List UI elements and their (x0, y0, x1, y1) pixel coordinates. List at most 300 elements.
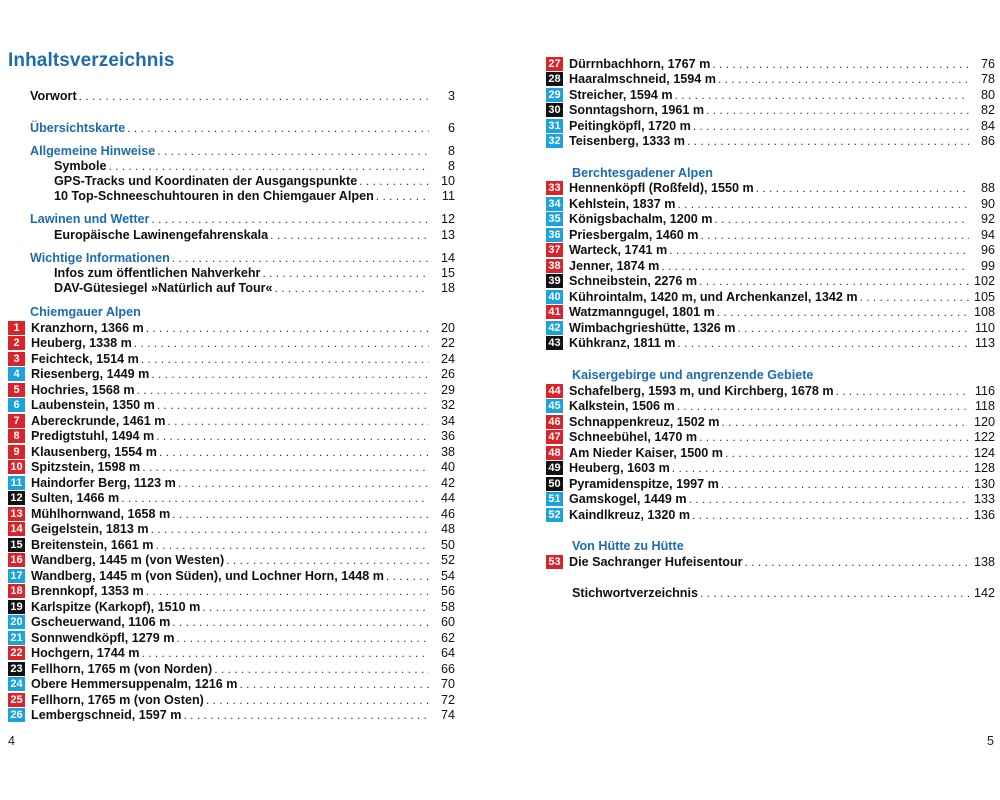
leader-dots (146, 320, 429, 336)
toc-entry[interactable] (54, 173, 455, 189)
toc-tour-entry[interactable] (546, 476, 995, 492)
entry-label: Dürrnbachhorn, 1767 m (569, 57, 711, 71)
leader-dots (737, 320, 969, 336)
toc-tour-entry[interactable] (8, 320, 455, 336)
toc-tour-entry[interactable] (546, 429, 995, 445)
leader-dots (214, 661, 429, 677)
entry-label: Gamskogel, 1449 m (569, 492, 687, 506)
entry-page-number: 120 (973, 415, 995, 429)
leader-dots (689, 491, 969, 507)
leader-dots (661, 258, 969, 274)
toc-entry[interactable] (572, 585, 995, 601)
leader-dots (275, 280, 429, 296)
leader-dots (142, 459, 429, 475)
tour-number-badge: 4 (8, 367, 25, 381)
leader-dots (142, 645, 430, 661)
entry-label: Europäische Lawinengefahrenskala (54, 228, 269, 242)
toc-tour-entry[interactable] (8, 475, 455, 491)
toc-tour-entry[interactable] (546, 445, 995, 461)
entry-page-number: 113 (974, 336, 995, 350)
toc-tour-entry[interactable] (546, 320, 995, 336)
tour-number-badge: 41 (546, 305, 563, 319)
tour-number-badge: 17 (8, 569, 25, 583)
entry-label: Klausenberg, 1554 m (31, 445, 157, 459)
tour-number-badge: 34 (546, 197, 563, 211)
toc-tour-entry[interactable] (546, 258, 995, 274)
tour-number-badge: 10 (8, 460, 25, 474)
entry-page-number: 62 (440, 631, 455, 645)
section-heading: Kaisergebirge und angrenzende Gebiete (572, 368, 814, 382)
page-number-right: 5 (987, 734, 994, 748)
toc-tour-entry[interactable] (8, 444, 455, 460)
entry-label: Priesbergalm, 1460 m (569, 228, 699, 242)
entry-label: Symbole (54, 159, 107, 173)
tour-number-badge: 47 (546, 430, 563, 444)
tour-number-badge: 3 (8, 352, 25, 366)
entry-page-number: 92 (980, 212, 995, 226)
entry-page-number: 122 (973, 430, 995, 444)
entry-label: Hennenköpfl (Roßfeld), 1550 m (569, 181, 754, 195)
leader-dots (386, 568, 429, 584)
entry-label: Königsbachalm, 1200 m (569, 212, 713, 226)
entry-label: Haaralmschneid, 1594 m (569, 72, 717, 86)
tour-number-badge: 7 (8, 414, 25, 428)
entry-label: Stichwortverzeichnis (572, 586, 698, 600)
entry-page-number: 118 (974, 399, 995, 413)
leader-dots (137, 382, 429, 398)
toc-tour-entry[interactable] (8, 707, 455, 723)
tour-number-badge: 28 (546, 72, 563, 86)
entry-label: Streicher, 1594 m (569, 88, 673, 102)
entry-page-number: 90 (980, 197, 995, 211)
toc-tour-entry[interactable] (546, 507, 995, 523)
entry-page-number: 74 (440, 708, 455, 722)
entry-label: Obere Hemmersuppenalm, 1216 m (31, 677, 238, 691)
entry-page-number: 142 (973, 586, 995, 600)
toc-tour-entry[interactable] (546, 180, 995, 196)
toc-tour-entry[interactable] (8, 506, 455, 522)
toc-tour-entry[interactable] (8, 351, 455, 367)
toc-tour-entry[interactable] (546, 491, 995, 507)
entry-label: Am Nieder Kaiser, 1500 m (569, 446, 724, 460)
toc-tour-entry[interactable] (546, 227, 995, 243)
toc-tour-entry[interactable] (546, 102, 995, 118)
entry-label: Fellhorn, 1765 m (von Norden) (31, 662, 213, 676)
leader-dots (677, 398, 969, 414)
toc-tour-entry[interactable] (8, 459, 455, 475)
tour-number-badge: 45 (546, 399, 563, 413)
tour-number-badge: 24 (8, 677, 25, 691)
entry-label: Jenner, 1874 m (569, 259, 660, 273)
entry-label: Wandberg, 1445 m (von Süden), und Lochner Horn, 1448 m (31, 569, 384, 583)
leader-dots (172, 506, 429, 522)
entry-page-number: 13 (440, 228, 455, 242)
section-heading: Berchtesgadener Alpen (572, 166, 713, 180)
leader-dots (672, 460, 969, 476)
leader-dots (134, 335, 429, 351)
leader-dots (714, 211, 969, 227)
entry-page-number: 11 (441, 189, 455, 203)
leader-dots (725, 445, 969, 461)
leader-dots (699, 273, 969, 289)
entry-page-number: 76 (980, 57, 995, 71)
toc-tour-entry[interactable] (546, 118, 995, 134)
entry-label: Hochgern, 1744 m (31, 646, 140, 660)
toc-section-entry[interactable] (30, 250, 455, 266)
entry-label: Teisenberg, 1333 m (569, 134, 685, 148)
leader-dots (721, 476, 969, 492)
toc-tour-entry[interactable] (546, 289, 995, 305)
entry-label: Predigtstuhl, 1494 m (31, 429, 155, 443)
leader-dots (127, 120, 429, 136)
toc-tour-entry[interactable] (8, 630, 455, 646)
toc-entry[interactable] (54, 280, 455, 296)
toc-tour-entry[interactable] (8, 692, 455, 708)
toc-tour-entry[interactable] (8, 537, 455, 553)
toc-tour-entry[interactable] (546, 414, 995, 430)
toc-tour-entry[interactable] (546, 56, 995, 72)
entry-label: Schneebühel, 1470 m (569, 430, 698, 444)
toc-tour-entry[interactable] (546, 242, 995, 258)
entry-page-number: 116 (974, 384, 995, 398)
entry-page-number: 128 (973, 461, 995, 475)
page-title: Inhaltsverzeichnis (8, 50, 175, 71)
tour-number-badge: 30 (546, 103, 563, 117)
toc-section-entry[interactable] (30, 211, 455, 227)
entry-page-number: 60 (440, 615, 455, 629)
entry-page-number: 52 (440, 553, 455, 567)
entry-page-number: 14 (440, 251, 455, 265)
tour-number-badge: 42 (546, 321, 563, 335)
tour-number-badge: 37 (546, 243, 563, 257)
toc-tour-entry[interactable] (546, 460, 995, 476)
entry-page-number: 50 (440, 538, 455, 552)
tour-number-badge: 43 (546, 336, 563, 350)
leader-dots (692, 507, 969, 523)
entry-page-number: 96 (980, 243, 995, 257)
entry-label: Wandberg, 1445 m (von Westen) (31, 553, 225, 567)
tour-number-badge: 38 (546, 259, 563, 273)
tour-number-badge: 12 (8, 491, 25, 505)
leader-dots (157, 397, 429, 413)
leader-dots (184, 707, 430, 723)
entry-page-number: 15 (440, 266, 455, 280)
leader-dots (700, 585, 969, 601)
tour-number-badge: 1 (8, 321, 25, 335)
entry-label: Kühkranz, 1811 m (569, 336, 676, 350)
leader-dots (172, 250, 429, 266)
entry-page-number: 8 (447, 144, 455, 158)
leader-dots (240, 676, 430, 692)
entry-label: Warteck, 1741 m (569, 243, 668, 257)
tour-number-badge: 26 (8, 708, 25, 722)
toc-tour-entry[interactable] (546, 133, 995, 149)
leader-dots (172, 614, 429, 630)
entry-page-number: 133 (973, 492, 995, 506)
entry-page-number: 8 (447, 159, 455, 173)
entry-label: Peitingköpfl, 1720 m (569, 119, 691, 133)
tour-number-badge: 20 (8, 615, 25, 629)
leader-dots (756, 180, 969, 196)
tour-number-badge: 18 (8, 584, 25, 598)
tour-number-badge: 15 (8, 538, 25, 552)
leader-dots (141, 351, 429, 367)
leader-dots (146, 583, 429, 599)
entry-label: Sonnwendköpfl, 1279 m (31, 631, 175, 645)
entry-label: Heuberg, 1603 m (569, 461, 670, 475)
entry-page-number: 12 (440, 212, 455, 226)
toc-entry[interactable] (54, 188, 455, 204)
entry-label: Feichteck, 1514 m (31, 352, 139, 366)
toc-tour-entry[interactable] (8, 583, 455, 599)
toc-tour-entry[interactable] (546, 87, 995, 103)
tour-number-badge: 6 (8, 398, 25, 412)
toc-tour-entry[interactable] (546, 398, 995, 414)
tour-number-badge: 31 (546, 119, 563, 133)
entry-page-number: 29 (440, 383, 455, 397)
leader-dots (359, 173, 429, 189)
toc-tour-entry[interactable] (8, 413, 455, 429)
tour-number-badge: 53 (546, 555, 563, 569)
leader-dots (157, 143, 429, 159)
entry-label: Lawinen und Wetter (30, 212, 150, 226)
entry-page-number: 108 (973, 305, 995, 319)
entry-label: Mühlhornwand, 1658 m (31, 507, 171, 521)
leader-dots (109, 158, 430, 174)
leader-dots (836, 383, 969, 399)
leader-dots (206, 692, 429, 708)
toc-tour-entry[interactable] (546, 211, 995, 227)
entry-label: Heuberg, 1338 m (31, 336, 132, 350)
leader-dots (677, 196, 969, 212)
entry-label: Die Sachranger Hufeisentour (569, 555, 743, 569)
entry-label: Kranzhorn, 1366 m (31, 321, 144, 335)
tour-number-badge: 16 (8, 553, 25, 567)
entry-page-number: 42 (440, 476, 455, 490)
entry-label: Schneibstein, 2276 m (569, 274, 698, 288)
entry-page-number: 82 (980, 103, 995, 117)
toc-tour-entry[interactable] (546, 71, 995, 87)
tour-number-badge: 35 (546, 212, 563, 226)
toc-tour-entry[interactable] (546, 383, 995, 399)
entry-label: 10 Top-Schneeschuhtouren in den Chiemgauer Alpen (54, 189, 374, 203)
tour-number-badge: 21 (8, 631, 25, 645)
leader-dots (176, 630, 429, 646)
leader-dots (706, 102, 969, 118)
leader-dots (167, 413, 429, 429)
entry-label: Schnappenkreuz, 1502 m (569, 415, 720, 429)
entry-page-number: 48 (440, 522, 455, 536)
toc-tour-entry[interactable] (8, 661, 455, 677)
entry-label: Abereckrunde, 1461 m (31, 414, 166, 428)
tour-number-badge: 11 (8, 476, 25, 490)
entry-label: Übersichtskarte (30, 121, 126, 135)
leader-dots (722, 414, 970, 430)
entry-page-number: 110 (974, 321, 995, 335)
entry-page-number: 22 (440, 336, 455, 350)
toc-tour-entry[interactable] (546, 196, 995, 212)
entry-label: Kaindlkreuz, 1320 m (569, 508, 691, 522)
tour-number-badge: 19 (8, 600, 25, 614)
entry-label: Infos zum öffentlichen Nahverkehr (54, 266, 261, 280)
entry-page-number: 102 (973, 274, 995, 288)
tour-number-badge: 13 (8, 507, 25, 521)
leader-dots (121, 490, 429, 506)
tour-number-badge: 27 (546, 57, 563, 71)
entry-label: Vorwort (30, 89, 77, 103)
leader-dots (701, 227, 969, 243)
toc-tour-entry[interactable] (8, 645, 455, 661)
toc-tour-entry[interactable] (8, 382, 455, 398)
section-heading: Chiemgauer Alpen (30, 305, 141, 319)
toc-tour-entry[interactable] (546, 335, 995, 351)
entry-label: Allgemeine Hinweise (30, 144, 156, 158)
entry-label: DAV-Gütesiegel »Natürlich auf Tour« (54, 281, 273, 295)
entry-page-number: 138 (973, 555, 995, 569)
entry-label: Karlspitze (Karkopf), 1510 m (31, 600, 201, 614)
leader-dots (712, 56, 969, 72)
leader-dots (178, 475, 429, 491)
tour-number-badge: 25 (8, 693, 25, 707)
toc-tour-entry[interactable] (8, 366, 455, 382)
tour-number-badge: 49 (546, 461, 563, 475)
toc-entry[interactable] (30, 88, 455, 104)
entry-label: Breitenstein, 1661 m (31, 538, 154, 552)
tour-number-badge: 8 (8, 429, 25, 443)
toc-entry[interactable] (54, 227, 455, 243)
entry-page-number: 46 (440, 507, 455, 521)
toc-tour-entry[interactable] (8, 397, 455, 413)
toc-tour-entry[interactable] (546, 273, 995, 289)
entry-page-number: 54 (440, 569, 455, 583)
toc-tour-entry[interactable] (546, 304, 995, 320)
entry-label: Riesenberg, 1449 m (31, 367, 150, 381)
tour-number-badge: 5 (8, 383, 25, 397)
tour-number-badge: 22 (8, 646, 25, 660)
entry-label: Pyramidenspitze, 1997 m (569, 477, 719, 491)
toc-section-entry[interactable] (30, 120, 455, 136)
entry-page-number: 136 (973, 508, 995, 522)
tour-number-badge: 48 (546, 446, 563, 460)
leader-dots (151, 211, 429, 227)
entry-label: Hochries, 1568 m (31, 383, 135, 397)
entry-page-number: 105 (973, 290, 995, 304)
tour-number-badge: 52 (546, 508, 563, 522)
entry-label: Spitzstein, 1598 m (31, 460, 141, 474)
leader-dots (675, 87, 969, 103)
toc-section-entry[interactable] (30, 143, 455, 159)
entry-page-number: 84 (980, 119, 995, 133)
entry-page-number: 36 (440, 429, 455, 443)
entry-page-number: 32 (440, 398, 455, 412)
entry-page-number: 40 (440, 460, 455, 474)
tour-number-badge: 14 (8, 522, 25, 536)
entry-label: Haindorfer Berg, 1123 m (31, 476, 176, 490)
entry-label: Brennkopf, 1353 m (31, 584, 144, 598)
tour-number-badge: 36 (546, 228, 563, 242)
leader-dots (79, 88, 429, 104)
entry-label: Kehlstein, 1837 m (569, 197, 676, 211)
entry-label: Watzmanngugel, 1801 m (569, 305, 715, 319)
tour-number-badge: 51 (546, 492, 563, 506)
toc-tour-entry[interactable] (8, 568, 455, 584)
entry-page-number: 80 (980, 88, 995, 102)
toc-tour-entry[interactable] (8, 676, 455, 692)
section-heading: Von Hütte zu Hütte (572, 539, 684, 553)
tour-number-badge: 33 (546, 181, 563, 195)
toc-entry[interactable] (54, 158, 455, 174)
tour-number-badge: 9 (8, 445, 25, 459)
leader-dots (687, 133, 969, 149)
entry-label: Kührointalm, 1420 m, und Archenkanzel, 1342 m (569, 290, 858, 304)
entry-page-number: 88 (980, 181, 995, 195)
leader-dots (226, 552, 429, 568)
tour-number-badge: 23 (8, 662, 25, 676)
entry-label: GPS-Tracks und Koordinaten der Ausgangspunkte (54, 174, 358, 188)
entry-label: Geigelstein, 1813 m (31, 522, 149, 536)
leader-dots (699, 429, 969, 445)
toc-entry[interactable] (54, 265, 455, 281)
entry-page-number: 44 (440, 491, 455, 505)
entry-page-number: 10 (440, 174, 455, 188)
leader-dots (270, 227, 429, 243)
leader-dots (717, 304, 969, 320)
tour-number-badge: 2 (8, 336, 25, 350)
tour-number-badge: 44 (546, 384, 563, 398)
entry-page-number: 26 (440, 367, 455, 381)
toc-tour-entry[interactable] (8, 599, 455, 615)
leader-dots (677, 335, 969, 351)
toc-tour-entry[interactable] (546, 554, 995, 570)
entry-label: Schafelberg, 1593 m, und Kirchberg, 1678 m (569, 384, 834, 398)
entry-page-number: 78 (980, 72, 995, 86)
tour-number-badge: 29 (546, 88, 563, 102)
tour-number-badge: 32 (546, 134, 563, 148)
entry-page-number: 20 (440, 321, 455, 335)
leader-dots (202, 599, 429, 615)
entry-page-number: 72 (440, 693, 455, 707)
entry-label: Kalkstein, 1506 m (569, 399, 675, 413)
entry-page-number: 34 (440, 414, 455, 428)
entry-page-number: 38 (440, 445, 455, 459)
leader-dots (718, 71, 969, 87)
entry-page-number: 130 (973, 477, 995, 491)
entry-page-number: 86 (980, 134, 995, 148)
toc-tour-entry[interactable] (8, 552, 455, 568)
toc-tour-entry[interactable] (8, 428, 455, 444)
entry-page-number: 6 (447, 121, 455, 135)
tour-number-badge: 40 (546, 290, 563, 304)
leader-dots (376, 188, 429, 204)
entry-label: Fellhorn, 1765 m (von Osten) (31, 693, 204, 707)
toc-tour-entry[interactable] (8, 521, 455, 537)
toc-tour-entry[interactable] (8, 335, 455, 351)
tour-number-badge: 50 (546, 477, 563, 491)
tour-number-badge: 39 (546, 274, 563, 288)
entry-page-number: 70 (440, 677, 455, 691)
entry-page-number: 64 (440, 646, 455, 660)
entry-label: Sonntagshorn, 1961 m (569, 103, 705, 117)
toc-tour-entry[interactable] (8, 614, 455, 630)
entry-page-number: 3 (447, 89, 455, 103)
entry-page-number: 58 (440, 600, 455, 614)
leader-dots (159, 444, 429, 460)
toc-tour-entry[interactable] (8, 490, 455, 506)
entry-label: Laubenstein, 1350 m (31, 398, 155, 412)
entry-label: Wichtige Informationen (30, 251, 170, 265)
entry-label: Gscheuerwand, 1106 m (31, 615, 171, 629)
entry-page-number: 18 (440, 281, 455, 295)
